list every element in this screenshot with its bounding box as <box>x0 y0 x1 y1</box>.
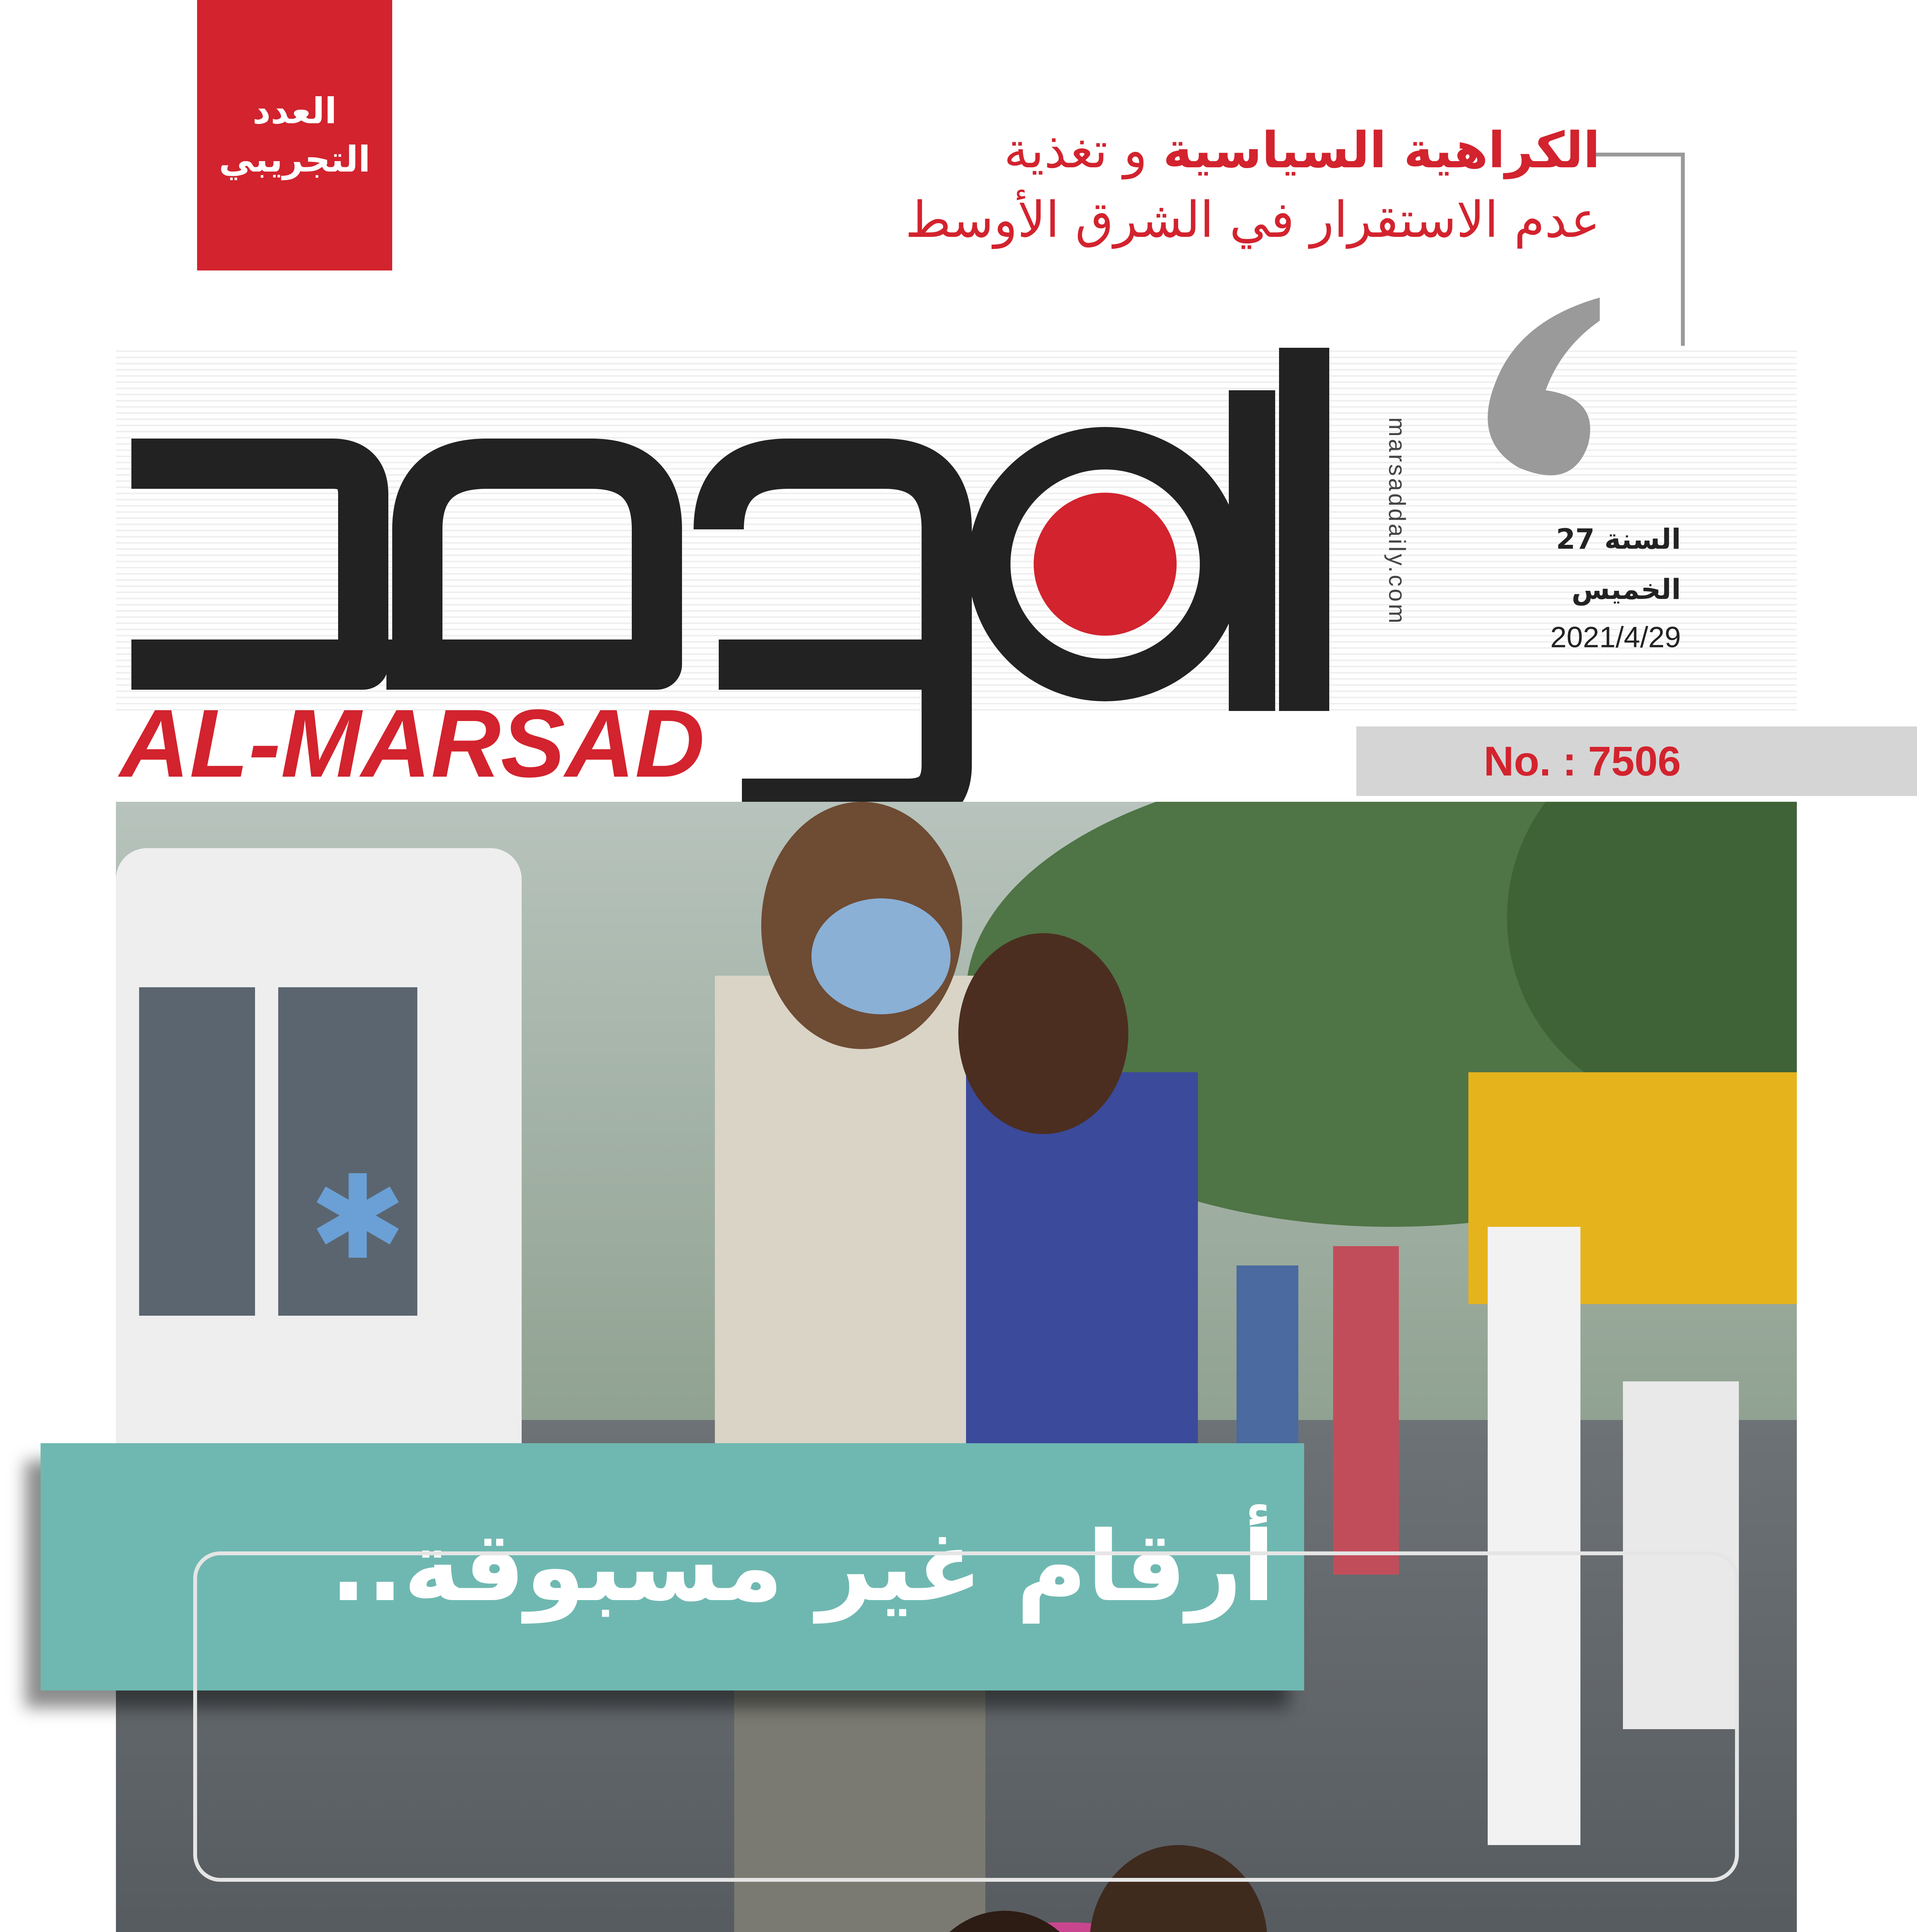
logo-alif-2 <box>1229 390 1275 711</box>
logo-latin-text: AL-MARSAD <box>120 689 705 797</box>
issue-info <box>1449 514 1681 661</box>
trial-issue-badge <box>197 0 392 270</box>
logo-alif-1 <box>1279 348 1329 711</box>
svg-text:✱: ✱ <box>309 1150 407 1285</box>
logo-stroke-1 <box>131 464 363 665</box>
logo-stroke-2 <box>386 464 657 665</box>
issue-date: 2021/4/29 <box>1550 621 1681 654</box>
side-website-url: marsaddaily.com <box>1384 417 1410 626</box>
logo-red-dot <box>1034 493 1177 636</box>
issue-number: No. : 7506 <box>1483 738 1681 784</box>
headline-line-2: عدم الاستقرار في الشرق الأوسط <box>905 191 1600 249</box>
badge-line-2: التجريبي <box>219 139 371 180</box>
headline-bold: الكراهية السياسية <box>1163 122 1600 179</box>
headline-rest: و تغذية <box>1004 122 1163 179</box>
issue-day: الخميس <box>1571 573 1681 605</box>
banner-text: أرقام غير مسبوقة.. <box>330 1510 1275 1623</box>
quote-mark-icon <box>1472 298 1600 479</box>
decorative-frame <box>193 1551 1739 1882</box>
logo-stroke-4 <box>719 464 947 804</box>
top-headline <box>364 116 1600 255</box>
marsad-logo <box>116 348 1468 811</box>
headline-line-1 <box>364 116 1600 185</box>
issue-year: السنة 27 <box>1556 523 1681 555</box>
badge-line-1: العدد <box>252 90 337 132</box>
